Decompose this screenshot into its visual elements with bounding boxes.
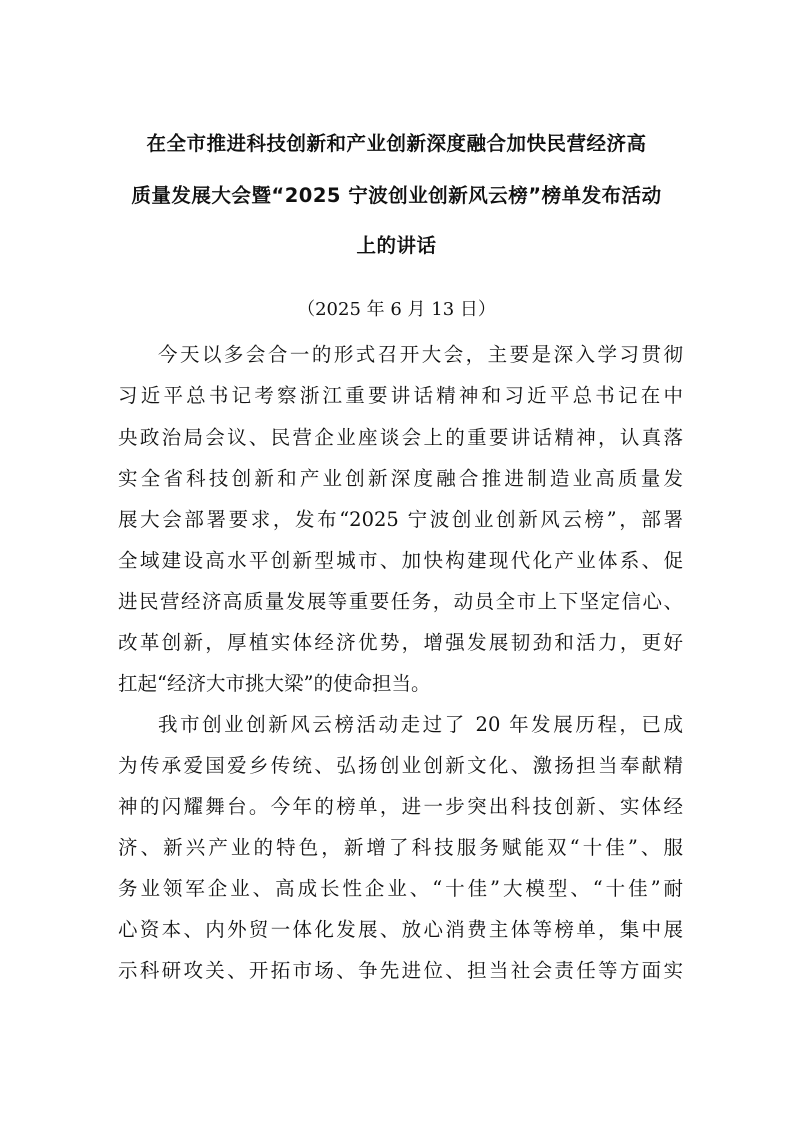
document-title-line-3: 上的讲话 — [356, 234, 437, 257]
paragraph-1-line: 展大会部署要求，发布“2025 宁波创业创新风云榜”，部署 — [118, 508, 683, 531]
paragraph-1-line: 全域建设高水平创新型城市、加快构建现代化产业体系、促 — [118, 549, 683, 572]
paragraph-2-line: 务业领军企业、高成长性企业、“十佳”大模型、“十佳”耐 — [118, 877, 683, 900]
paragraph-1-line: 今天以多会合一的形式召开大会，主要是深入学习贯彻 — [158, 343, 683, 366]
paragraph-1-line: 习近平总书记考察浙江重要讲话精神和习近平总书记在中 — [118, 384, 683, 407]
paragraph-1-line: 央政治局会议、民营企业座谈会上的重要讲话精神，认真落 — [118, 426, 683, 449]
paragraph-1-line: 进民营经济高质量发展等重要任务，动员全市上下坚定信心、 — [118, 590, 683, 613]
paragraph-2-line: 示科研攻关、开拓市场、争先进位、担当社会责任等方面实 — [118, 959, 683, 982]
document-title-line-2: 质量发展大会暨“2025 宁波创业创新风云榜”榜单发布活动 — [131, 184, 662, 207]
paragraph-2-line: 我市创业创新风云榜活动走过了 20 年发展历程，已成 — [158, 713, 683, 736]
document-date: （2025 年 6 月 13 日） — [297, 299, 496, 320]
paragraph-1-line: 实全省科技创新和产业创新深度融合推进制造业高质量发 — [118, 467, 683, 490]
paragraph-2-line: 神的闪耀舞台。今年的榜单，进一步突出科技创新、实体经 — [118, 795, 683, 818]
paragraph-2-line: 为传承爱国爱乡传统、弘扬创业创新文化、激扬担当奉献精 — [118, 754, 683, 777]
paragraph-1-line: 改革创新，厚植实体经济优势，增强发展韧劲和活力，更好 — [118, 631, 683, 654]
paragraph-1-line: 扛起“经济大市挑大梁”的使命担当。 — [118, 672, 431, 695]
document-title-line-1: 在全市推进科技创新和产业创新深度融合加快民营经济高 — [146, 132, 647, 155]
paragraph-2-line: 济、新兴产业的特色，新增了科技服务赋能双“十佳”、服 — [118, 836, 683, 859]
paragraph-2-line: 心资本、内外贸一体化发展、放心消费主体等榜单，集中展 — [118, 918, 683, 941]
